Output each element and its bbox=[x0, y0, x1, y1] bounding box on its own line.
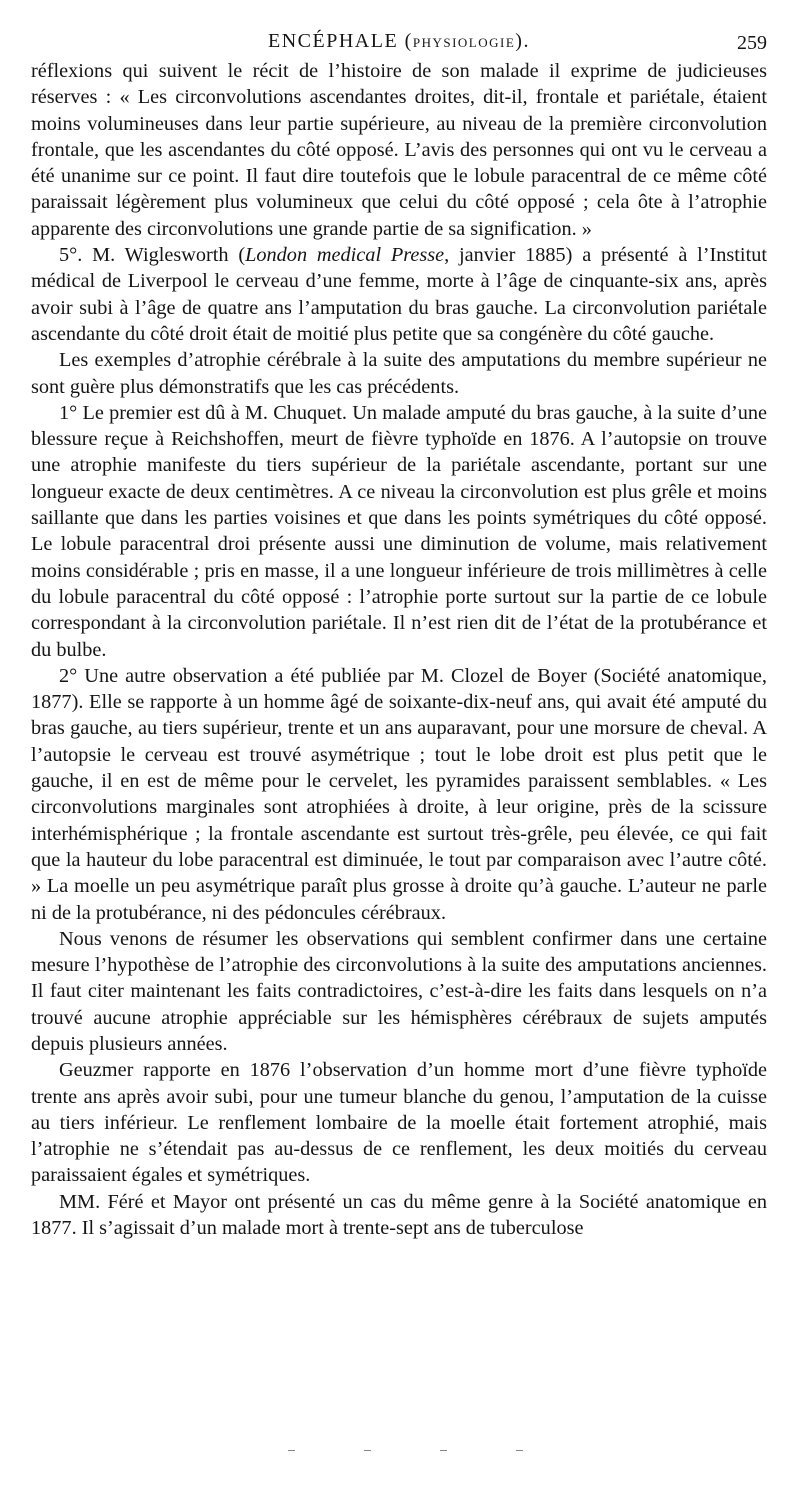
document-page bbox=[31, 30, 767, 1241]
text-run: London medical Presse bbox=[245, 244, 445, 267]
text-run: 1° Le premier est dû à M. Chuquet. Un malade amputé du bras gauche, à la suite d’une blessure reçue à Reichshoffen, meurt de fièvre typhoïde en 1876. A l’autopsie on trouve une atrophie manifeste du tiers supérieur de la pariétale ascendante, portant sur une longueur exacte de deux centimètres. A ce niveau la circonvolution est plus grêle et moins saillante que dans les parties voisines et que dans les points symétriques du côté opposé. Le lobule paracentral droi présente aussi une diminution de volume, mais relativement moins considérable ; pris en masse, il a une longueur inférieure de trois millimètres à celle du lobule paracentral du côté opposé : l’atrophie porte surtout sur la partie de ce lobule correspondant à la circonvolution pariétale. Il n’est rien dit de l’état de la protubérance et du bulbe. bbox=[31, 401, 767, 661]
text-run: Nous venons de résumer les observations qui semblent confirmer dans une certaine mesure l’hypothèse de l’atrophie des circonvolutions à la suite des amputations anciennes. Il faut citer maintenant les faits contradictoires, c’est-à-dire les faits dans lesquels on n’a trouvé aucune atrophie appréciable sur les hémisphères cérébraux de sujets amputés depuis plusieurs années. bbox=[31, 927, 767, 1055]
paragraph bbox=[31, 400, 767, 663]
footer-marks bbox=[0, 1446, 800, 1456]
paragraph bbox=[31, 926, 767, 1057]
paragraph bbox=[31, 58, 767, 242]
paragraph bbox=[31, 663, 767, 926]
text-run: 2° Une autre observation a été publiée par M. Clozel de Boyer (Société anatomique, 1877). Elle se rapporte à un homme âgé de soixante-dix-neuf ans, qui avait été amputé du bras gauche, au tiers supérieur, trente et un ans auparavant, pour une morsure de cheval. A l’autopsie le cerveau est trouvé asymétrique ; tout le lobe droit est plus petit que le gauche, il en est de même pour le cervelet, les pyramides paraissent semblables. « Les circonvolutions marginales sont atrophiées à droite, à leur origine, près de la scissure interhémisphérique ; la frontale ascendante est surtout très-grêle, peu élevée, ce qui fait que la hauteur du lobe paracentral est diminuée, le tout par comparaison avec l’autre côté. » La moelle un peu asymétrique paraît plus grosse à droite qu’à gauche. L’auteur ne parle ni de la protubérance, ni des pédoncules cérébraux. bbox=[31, 664, 767, 924]
title-main: ENCÉPHALE ( bbox=[268, 30, 413, 52]
running-head-title bbox=[31, 30, 767, 53]
running-head bbox=[31, 30, 767, 58]
title-small-caps: PHYSIOLOGIE bbox=[412, 35, 516, 50]
text-run: 5°. M. Wiglesworth ( bbox=[59, 244, 246, 267]
text-run: réflexions qui suivent le récit de l’histoire de son malade il exprime de judicieuses réserves : « Les circonvolutions ascendantes droites, dit-il, frontale et pariétale, étaient moins volumineuses dans leur partie supérieure, au niveau de la première circonvolution frontale, que les ascendantes du côté opposé. L’avis des personnes qui ont vu le cerveau a été unanime sur ce point. Il faut dire toutefois que le lobule paracentral de ce même côté paraissait légèrement plus volumineux que celui du côté opposé ; cela ôte à l’atrophie apparente des circonvolutions une grande partie de sa signification. » bbox=[31, 60, 767, 240]
text-run: , janvier 1885) a présenté à l’Institut médical de Liverpool le cerveau d’une femme, morte à l’âge de cinquante-six ans, après avoir subi à l’âge de quatre ans l’amputation du bras gauche. La circonvolution pariétale ascendante du côté droit était de moitié plus petite que sa congénère du côté gauche. bbox=[31, 244, 767, 345]
body-text bbox=[31, 58, 767, 1241]
paragraph bbox=[31, 1057, 767, 1188]
page-number: 259 bbox=[737, 32, 767, 54]
text-run: Les exemples d’atrophie cérébrale à la suite des amputations du membre supérieur ne sont guère plus démonstratifs que les cas précédents. bbox=[31, 349, 767, 398]
title-end: ). bbox=[515, 30, 530, 52]
text-run: MM. Féré et Mayor ont présenté un cas du même genre à la Société anatomique en 1877. Il s’agissait d’un malade mort à trente-sept ans de tuberculose bbox=[31, 1190, 767, 1240]
paragraph bbox=[31, 347, 767, 400]
paragraph bbox=[31, 242, 767, 347]
paragraph bbox=[31, 1189, 767, 1242]
text-run: Geuzmer rapporte en 1876 l’observation d’un homme mort d’une fièvre typhoïde trente ans après avoir subi, pour une tumeur blanche du genou, l’amputation de la cuisse au tiers inférieur. Le renflement lombaire de la moelle était fortement atrophié, mais l’atrophie ne s’étendait pas au-dessus de ce renflement, les deux moitiés du cerveau paraissaient égales et symétriques. bbox=[31, 1059, 767, 1187]
